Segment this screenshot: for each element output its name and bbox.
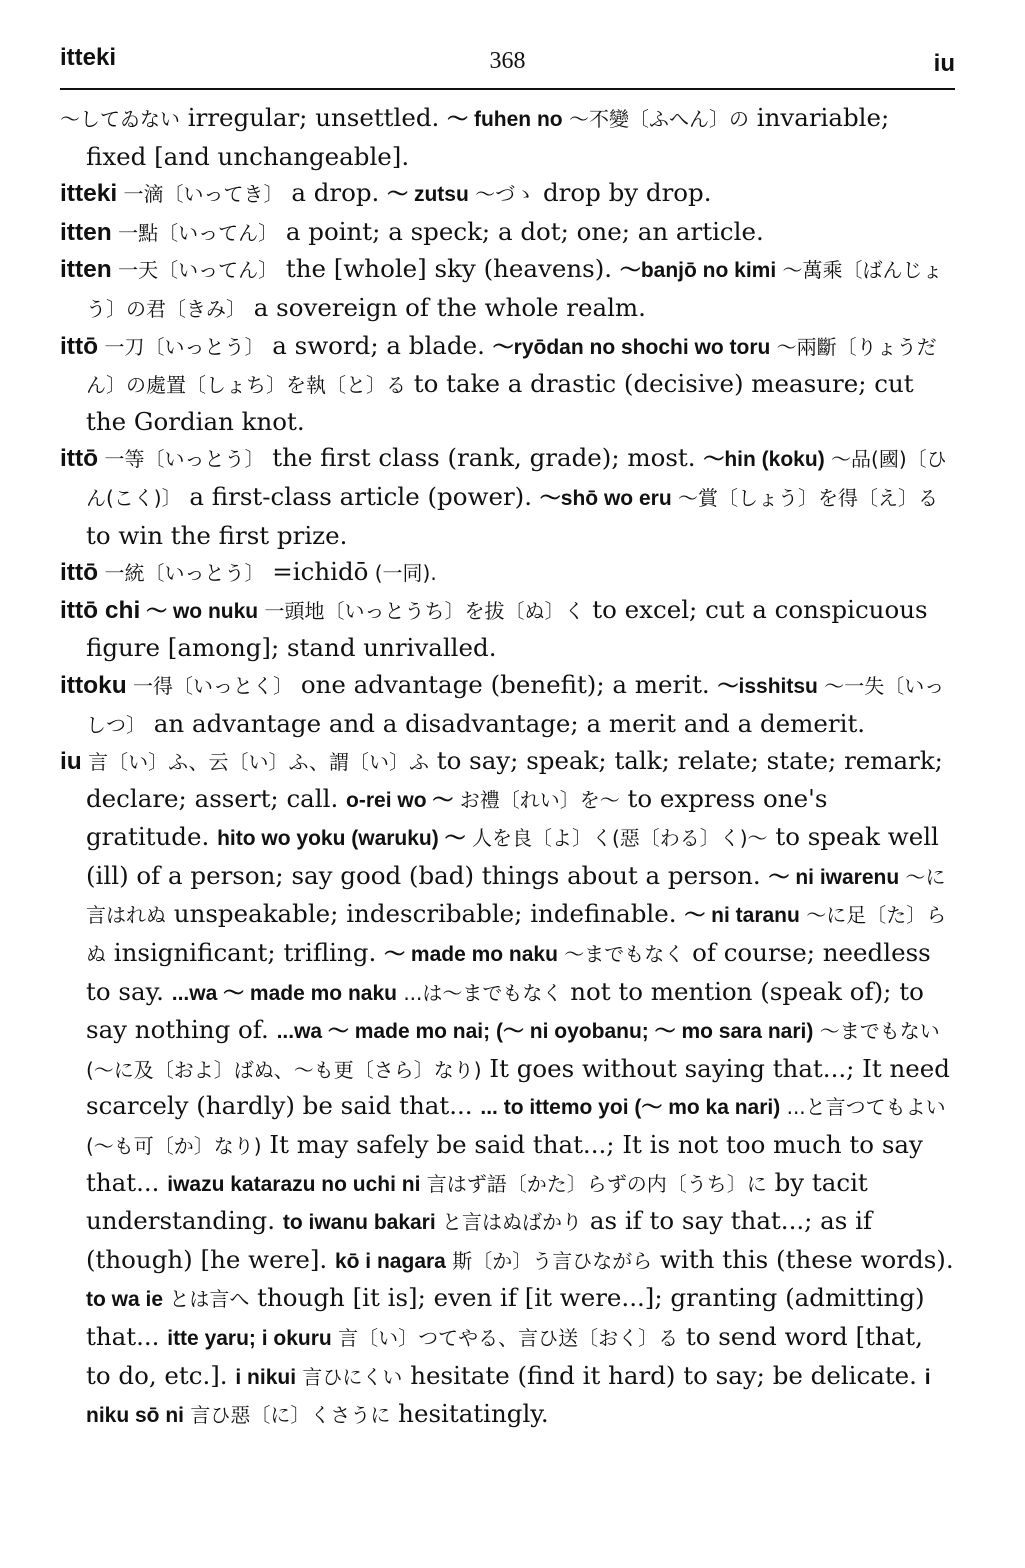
- romaji-phrase: ... to ittemo yoi (〜 mo ka nari): [480, 1096, 781, 1120]
- definition-text: to express one's gratitude.: [86, 783, 828, 852]
- japanese-text: 言ひ惡〔に〕くさうに: [184, 1403, 391, 1428]
- headword: ittō: [60, 559, 99, 587]
- japanese-text: とは言へ: [163, 1287, 250, 1312]
- definition-text: to speak well (ill) of a person; say good (bad) things about a person.: [86, 822, 939, 890]
- romaji-phrase: i nikui: [235, 1365, 297, 1389]
- definition-text: of course; needless to say.: [86, 938, 931, 1006]
- dictionary-entry: [60, 667, 955, 743]
- romaji-phrase: 〜 wo nuku: [140, 599, 259, 623]
- romaji-phrase: ...wa 〜 made mo nai; (〜 ni oyobanu; 〜 mo sara nari): [276, 1020, 814, 1044]
- definition-text: by tacit understanding.: [86, 1167, 868, 1236]
- definition-text: an advantage and a disadvantage; a merit and a demerit.: [146, 708, 866, 738]
- definition-text: unspeakable; indescribable; indefinable.: [166, 899, 685, 929]
- definition-text: irregular; unsettled.: [180, 103, 448, 132]
- definition-text: to win the first prize.: [86, 520, 348, 550]
- japanese-text: と言はぬばかり: [435, 1210, 583, 1235]
- definition-text: hesitatingly.: [390, 1399, 549, 1429]
- japanese-text: 〜品(國)〔ひん(こく)〕: [86, 447, 947, 510]
- japanese-text: 〜に足〔た〕らぬ: [86, 903, 947, 967]
- japanese-text: 〜づゝ: [468, 182, 536, 207]
- japanese-text: 一刀〔いっとう〕: [98, 334, 265, 359]
- japanese-text: ...は〜までもなく: [396, 980, 563, 1005]
- dictionary-entry: [60, 214, 955, 252]
- japanese-text: 一點〔いってん〕: [111, 220, 279, 245]
- romaji-phrase: 〜shō wo eru: [539, 486, 672, 510]
- japanese-text: お禮〔れい〕を〜: [453, 787, 620, 812]
- definition-text: a sovereign of the whole realm.: [246, 292, 646, 322]
- japanese-text: 〜までもない(〜に及〔およ〕ばぬ、〜も更〔さら〕なり): [86, 1019, 940, 1082]
- definition-text: with this (these words).: [652, 1244, 954, 1274]
- japanese-text: 〜一失〔いっしつ〕: [86, 673, 945, 737]
- romaji-phrase: 〜ryōdan no shochi wo toru: [492, 335, 771, 359]
- japanese-text: 〜に言はれぬ: [86, 864, 946, 928]
- headword: ittoku: [60, 671, 127, 699]
- romaji-phrase: i niku sō ni: [86, 1365, 931, 1428]
- definition-text: as if to say that...; as if (though) [he were].: [86, 1206, 873, 1274]
- definition-text: to excel; cut a conspicuous figure [among]; stand unrivalled.: [86, 594, 928, 663]
- page-header: [60, 40, 955, 90]
- romaji-phrase: 〜 ni taranu: [684, 904, 800, 928]
- page-number: 368: [489, 48, 526, 74]
- romaji-phrase: 〜 ni iwarenu: [768, 865, 900, 889]
- romaji-phrase: 〜 zutsu: [387, 183, 469, 207]
- dictionary-entry: [60, 251, 955, 327]
- headword: ittō: [60, 445, 99, 473]
- japanese-text: 一等〔いっとう〕: [98, 447, 265, 472]
- japanese-text: 一頭地〔いっとうち〕を拔〔ぬ〕く: [258, 598, 585, 623]
- japanese-text: 〜不變〔ふへん〕の: [562, 107, 749, 131]
- dictionary-entry: [60, 743, 955, 1435]
- definition-text: hesitate (find it hard) to say; be delicate.: [402, 1360, 925, 1390]
- headword: ittō: [60, 332, 99, 360]
- romaji-phrase: ...wa 〜 made mo naku: [171, 981, 397, 1005]
- romaji-phrase: 〜banjō no kimi: [619, 259, 777, 283]
- headword: itteki: [60, 180, 118, 208]
- japanese-text: 一天〔いってん〕: [111, 258, 279, 283]
- headword: itten: [60, 218, 112, 246]
- romaji-phrase: 〜 made mo naku: [384, 943, 558, 967]
- romaji-phrase: to iwanu bakari: [282, 1211, 436, 1235]
- running-head-right: iu: [933, 50, 955, 77]
- romaji-phrase: 〜isshitsu: [717, 674, 818, 698]
- running-head-left: itteki: [60, 44, 117, 71]
- definition-text: a first-class article (power).: [181, 481, 540, 511]
- definition-text: though [it is]; even if [it were...]; granting (admitting) that...: [86, 1283, 925, 1351]
- japanese-text: 一得〔いっとく〕: [126, 673, 294, 698]
- japanese-text: 〜萬乘〔ばんじょう〕の君〔きみ〕: [86, 258, 943, 321]
- definition-text: =ichidō: [264, 557, 369, 587]
- japanese-text: 〜してゐない: [60, 107, 180, 131]
- definition-text: not to mention (speak of); to say nothing of.: [86, 976, 924, 1045]
- romaji-phrase: 〜hin (koku): [703, 448, 825, 472]
- headword: ittō chi: [60, 596, 141, 624]
- definition-text: It goes without saying that...; It need scarcely (hardly) be said that...: [86, 1053, 950, 1121]
- definition-text: insignificant; trifling.: [106, 938, 385, 968]
- japanese-text: 言はず語〔かた〕らずの内〔うち〕に: [420, 1171, 767, 1196]
- entry-list: [60, 100, 955, 1435]
- definition-text: to take a drastic (decisive) measure; cut the Gordian knot.: [86, 369, 914, 436]
- japanese-text: 言ひにくい: [296, 1364, 403, 1389]
- japanese-text: ...と言つてもよい(〜も可〔か〕なり): [86, 1095, 946, 1159]
- japanese-text: 〜賞〔しょう〕を得〔え〕る: [671, 485, 939, 510]
- definition-text: the [whole] sky (heavens).: [278, 254, 620, 284]
- headword: iu: [60, 748, 82, 776]
- definition-text: the first class (rank, grade); most.: [264, 443, 704, 473]
- dictionary-entry: [60, 440, 955, 554]
- japanese-text: 人を良〔よ〕く(惡〔わる〕く)〜: [465, 826, 768, 851]
- romaji-phrase: iwazu katarazu no uchi ni: [167, 1172, 421, 1196]
- definition-text: to send word [that, to do, etc.].: [86, 1322, 923, 1390]
- definition-text: to say; speak; talk; relate; state; remark; declare; assert; call.: [86, 746, 943, 813]
- japanese-text: 言〔い〕つてやる、言ひ送〔おく〕る: [331, 1326, 679, 1350]
- dictionary-entry: [60, 592, 955, 667]
- romaji-phrase: hito wo yoku (waruku) 〜: [217, 827, 466, 851]
- definition-text: a sword; a blade.: [264, 330, 493, 360]
- dictionary-entry: [60, 554, 955, 592]
- dictionary-entry: [60, 328, 955, 441]
- romaji-phrase: o-rei wo 〜: [346, 788, 454, 812]
- headword: itten: [60, 256, 112, 284]
- definition-text: one advantage (benefit); a merit.: [293, 669, 718, 699]
- definition-text: invariable; fixed [and unchangeable].: [86, 103, 890, 171]
- dictionary-entry: [60, 175, 955, 214]
- definition-text: drop by drop.: [535, 178, 712, 208]
- japanese-text: 一滴〔いってき〕: [117, 182, 284, 207]
- japanese-text: 〜までもなく: [557, 942, 685, 967]
- romaji-phrase: kō i nagara: [334, 1249, 446, 1273]
- japanese-text: 言〔い〕ふ、云〔い〕ふ、謂〔い〕ふ: [81, 750, 429, 775]
- definition-text: a drop.: [283, 178, 388, 208]
- romaji-phrase: to wa ie: [86, 1288, 164, 1312]
- romaji-phrase: itte yaru; i okuru: [167, 1327, 332, 1350]
- japanese-text: 斯〔か〕う言ひながら: [445, 1248, 653, 1273]
- japanese-text: 〜兩斷〔りょうだん〕の處置〔しょち〕を執〔と〕る: [86, 334, 937, 398]
- japanese-text: 一統〔いっとう〕: [98, 561, 265, 586]
- japanese-text: (一同).: [368, 561, 437, 586]
- definition-text: It may safely be said that...; It is not too much to say that...: [86, 1130, 923, 1197]
- dictionary-entry: [60, 100, 955, 175]
- definition-text: a point; a speck; a dot; one; an article.: [278, 216, 764, 246]
- romaji-phrase: 〜 fuhen no: [447, 108, 563, 131]
